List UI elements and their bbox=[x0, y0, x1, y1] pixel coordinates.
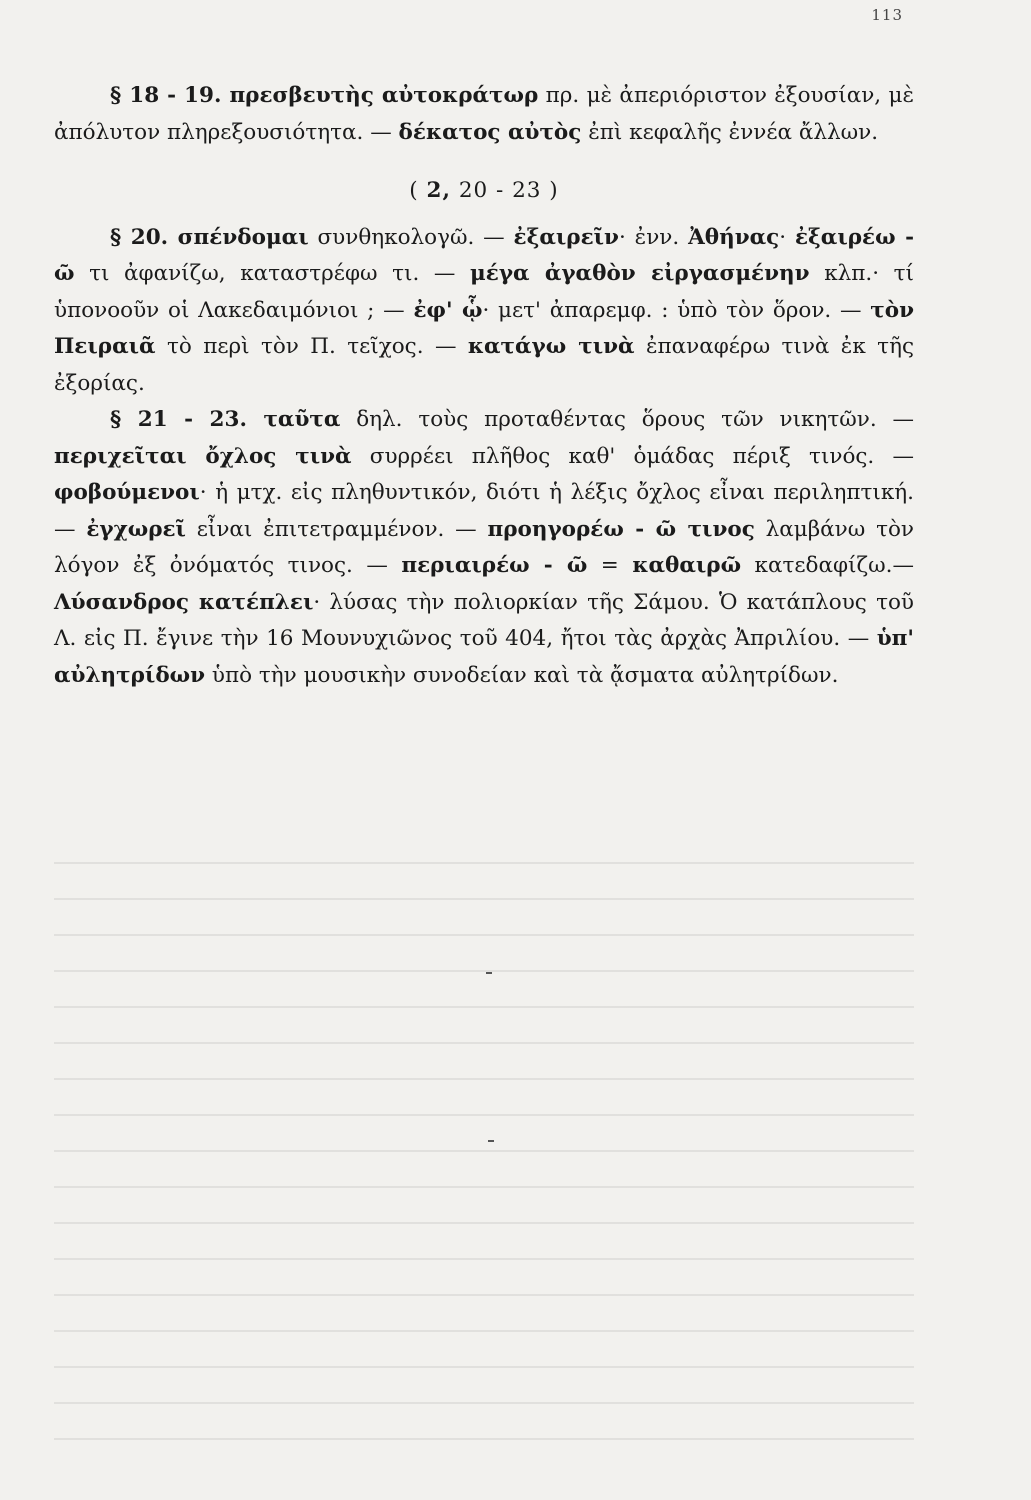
gloss: εἶναι ἐπιτετραμμένον. — bbox=[185, 516, 488, 542]
gloss: · μετ' ἀπαρεμφ. : ὑπὸ τὸν ὅρον. — bbox=[482, 297, 871, 323]
gloss: κατεδαφίζω.— bbox=[741, 553, 914, 578]
lemma: ὑπ' αὐλητρίδων bbox=[54, 626, 914, 688]
gloss: = bbox=[587, 553, 633, 578]
lemma: περιαιρέω - ῶ bbox=[401, 553, 588, 578]
lemma: ταῦτα bbox=[246, 407, 341, 432]
show-through-texture bbox=[54, 840, 914, 1440]
gloss: · λύσας τὴν πολιορκίαν τῆς Σάμου. Ὁ κατάπλους τοῦ Λ. εἰς Π. ἔγινε τὴν 16 Μουνυχιῶνος τοῦ bbox=[54, 589, 914, 651]
gloss: πρ. μὲ ἀπεριόριστον ἐξουσίαν, μὲ ἀπόλυτον πληρεξουσιότητα. — bbox=[54, 83, 914, 145]
lemma: κατάγω τινὰ bbox=[467, 334, 635, 359]
gloss: δηλ. τοὺς προταθέντας ὅρους τῶν νικητῶν. — bbox=[340, 407, 914, 432]
lemma: τὸν Πειραιᾶ bbox=[54, 297, 914, 359]
paragraph-21-23 bbox=[54, 402, 914, 694]
lemma: ἐξαιρέω - ῶ bbox=[54, 224, 915, 286]
lemma: περιχεῖται ὄχλος τινὰ bbox=[54, 443, 352, 469]
gloss: · ἐνν. bbox=[618, 224, 689, 250]
gloss: κλπ.· τί ὑπονοοῦν οἱ Λακεδαιμόνιοι ; — bbox=[54, 261, 914, 323]
lemma: προηγορέω - ῶ τινος bbox=[487, 516, 755, 542]
lemma: Ἀθήνας bbox=[688, 224, 780, 250]
paragraph-20 bbox=[54, 220, 914, 403]
section-ref: § 18 - 19. bbox=[110, 83, 222, 108]
heading-chapter-number: 2, bbox=[426, 178, 451, 203]
lemma: μέγα ἀγαθὸν εἰργασμένην bbox=[470, 261, 810, 286]
lemma: σπένδομαι bbox=[168, 224, 309, 250]
heading-range: 20 - 23 ) bbox=[450, 178, 559, 203]
gloss: λαμβάνω τὸν λόγον ἐξ ὀνόματός τινος. — bbox=[54, 516, 914, 578]
gloss: τι ἀφανίζω, καταστρέφω τι. — bbox=[74, 261, 471, 286]
lemma: Λύσανδρος κατέπλει bbox=[54, 589, 314, 615]
stray-mark bbox=[486, 972, 492, 974]
gloss: · ἡ μτχ. εἰς πληθυντικόν, διότι ἡ λέξις ὄχλος εἶναι περιληπτική. — bbox=[54, 480, 914, 542]
section-ref: § 21 - 23. bbox=[110, 407, 247, 432]
gloss: ὑπὸ τὴν μουσικὴν συνοδείαν καὶ τὰ ᾄσματα αὐλητρίδων. bbox=[205, 662, 839, 688]
gloss: τὸ περὶ τὸν Π. τεῖχος. — bbox=[155, 334, 468, 359]
lemma: καθαιρῶ bbox=[632, 553, 742, 578]
stray-mark bbox=[488, 1140, 494, 1142]
gloss: ἐπὶ κεφαλῆς ἐννέα ἄλλων. bbox=[581, 119, 879, 145]
lemma: δέκατος αὐτὸς bbox=[398, 119, 582, 145]
gloss: συρρέει πλῆθος καθ' ὁμάδας πέριξ τινός. — bbox=[351, 443, 914, 469]
lemma: ἐφ' ᾧ bbox=[413, 297, 483, 323]
lemma: ἐξαιρεῖν bbox=[513, 224, 619, 250]
page-number: 113 bbox=[871, 6, 903, 24]
section-ref: § 20. bbox=[110, 224, 169, 250]
chapter-heading bbox=[54, 173, 914, 210]
year: 404 bbox=[505, 626, 547, 651]
paragraph-18-19 bbox=[54, 78, 914, 151]
gloss: συνθηκολογῶ. — bbox=[308, 224, 514, 250]
gloss: ἐπαναφέρω τινὰ ἐκ τῆς ἐξορίας. bbox=[54, 334, 914, 396]
lemma: ἐγχωρεῖ bbox=[86, 516, 186, 542]
lemma: φοβούμενοι bbox=[54, 480, 200, 505]
heading-open: ( bbox=[409, 178, 427, 203]
lemma: πρεσβευτὴς αὐτοκράτωρ bbox=[221, 83, 539, 108]
commentary-body bbox=[54, 78, 914, 694]
gloss: , ἤτοι τὰς ἀρχὰς Ἀπριλίου. — bbox=[546, 626, 877, 651]
gloss: · bbox=[779, 224, 795, 250]
